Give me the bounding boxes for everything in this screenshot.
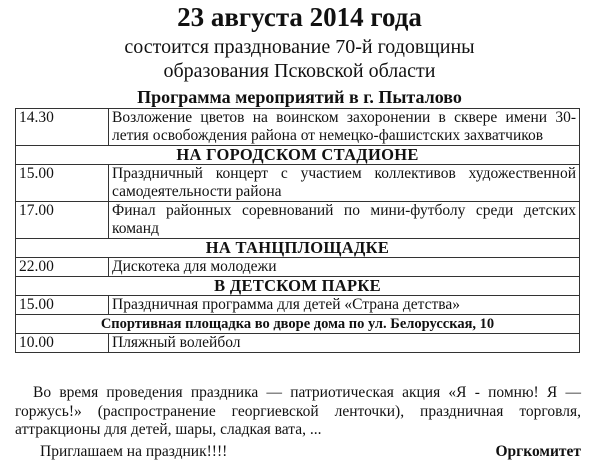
- subtitle-line-2: образования Псковской области: [163, 60, 436, 82]
- event-description: Дискотека для молодежи: [109, 258, 580, 277]
- table-row: [16, 165, 580, 202]
- section-row: [16, 146, 580, 165]
- event-description: Финал районных соревнований по мини-футболу среди детских команд: [109, 202, 580, 239]
- event-description: Праздничная программа для детей «Страна детства»: [109, 296, 580, 315]
- event-description: Пляжный волейбол: [109, 334, 580, 353]
- event-description: Возложение цветов на воинском захоронении в сквере имени 30-летия освобождения района от немецко-фашистских захватчиков: [109, 109, 580, 146]
- event-time: 14.30: [16, 109, 109, 146]
- footer-bottom-line: [15, 443, 581, 463]
- section-row: [16, 239, 580, 258]
- program-table: [15, 108, 580, 353]
- table-row: [16, 296, 580, 315]
- footer-text: [15, 384, 581, 440]
- event-time: 17.00: [16, 202, 109, 239]
- section-heading-park: В ДЕТСКОМ ПАРКЕ: [16, 277, 580, 296]
- section-heading-dance: НА ТАНЦПЛОЩАДКЕ: [16, 239, 580, 258]
- event-time: 15.00: [16, 296, 109, 315]
- organizer-signature: Оргкомитет: [495, 443, 581, 460]
- table-row: [16, 109, 580, 146]
- subtitle-line-1: состоится празднование 70-й годовщины: [124, 36, 475, 58]
- section-heading-stadium: НА ГОРОДСКОМ СТАДИОНЕ: [16, 146, 580, 165]
- event-time: 15.00: [16, 165, 109, 202]
- program-title: Программа мероприятий в г. Пыталово: [137, 87, 462, 107]
- table-row: [16, 258, 580, 277]
- event-date-title: 23 августа 2014 года: [177, 2, 422, 32]
- section-heading-sport: Спортивная площадка во дворе дома по ул. Белорусская, 10: [16, 315, 580, 334]
- table-row: [16, 202, 580, 239]
- event-description: Праздничный концерт с участием коллективов художественной самодеятельности района: [109, 165, 580, 202]
- section-row: [16, 315, 580, 334]
- event-time: 22.00: [16, 258, 109, 277]
- table-row: [16, 334, 580, 353]
- footer-paragraph: Во время проведения праздника — патриотическая акция «Я - помню! Я — горжусь!» (распространение георгиевской ленточки), праздничная торговля, аттракционы для детей, шары, сладкая вата, ...: [15, 384, 581, 438]
- event-time: 10.00: [16, 334, 109, 353]
- section-row: [16, 277, 580, 296]
- invitation-text: Приглашаем на праздник!!!!: [40, 443, 228, 460]
